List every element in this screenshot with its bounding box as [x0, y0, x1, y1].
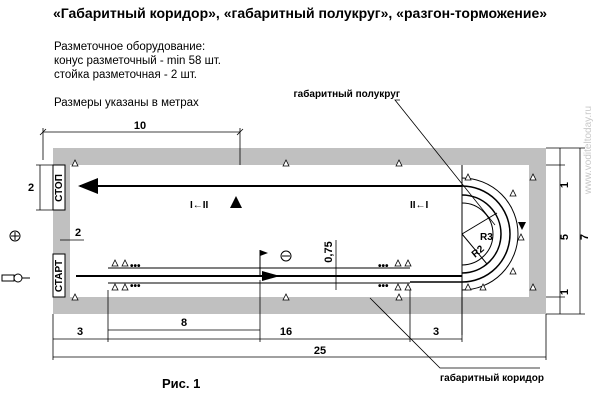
- equipment-item-cones: конус разметочный - min 58 шт.: [54, 55, 221, 67]
- dim-5: 5: [559, 233, 571, 241]
- equipment-heading: Разметочное оборудование:: [54, 41, 206, 53]
- dim-1-top: 1: [559, 181, 571, 189]
- cones-dots-right-bottom: •••: [378, 281, 389, 292]
- equipment-item-posts: стойка разметочная - 2 шт.: [54, 69, 197, 81]
- diagram-title: «Габаритный коридор», «габаритный полукруг», «разгон-торможение»: [52, 5, 548, 21]
- cones-dots-left-top: •••: [130, 261, 141, 272]
- units-note: Размеры указаны в метрах: [54, 97, 199, 109]
- radius-r2-label: R2: [469, 243, 487, 261]
- dim-25: 25: [313, 345, 327, 357]
- dim-10: 10: [133, 120, 147, 132]
- cones-dots-left-bottom: •••: [130, 281, 141, 292]
- dim-3-left: 3: [76, 326, 84, 338]
- dim-7: 7: [579, 233, 591, 241]
- gear-change-left: I←II: [190, 200, 209, 211]
- watermark: www.voditeltoday.ru: [583, 105, 594, 195]
- dim-16: 16: [279, 326, 293, 338]
- dim-075: 0,75: [323, 241, 335, 263]
- semicircle-label: габаритный полукруг: [293, 89, 400, 100]
- post-symbol-left: [10, 231, 20, 241]
- dim-2-stop-lines: [36, 165, 53, 210]
- radius-r3-label: R3: [480, 232, 493, 243]
- dim-2-stop: 2: [27, 182, 35, 194]
- dim-1-bottom: 1: [559, 288, 571, 296]
- cones-dots-right-top: •••: [378, 261, 389, 272]
- start-label: СТАРТ: [54, 259, 65, 293]
- dim-3-right: 3: [432, 326, 440, 338]
- car-icon: [2, 274, 30, 282]
- dim-8: 8: [180, 317, 188, 329]
- stop-label: СТОП: [54, 174, 65, 202]
- dim-2-start: 2: [74, 227, 82, 239]
- figure-caption: Рис. 1: [162, 376, 201, 391]
- corridor-label: габаритный коридор: [440, 373, 544, 384]
- gear-change-right: II←I: [410, 200, 429, 211]
